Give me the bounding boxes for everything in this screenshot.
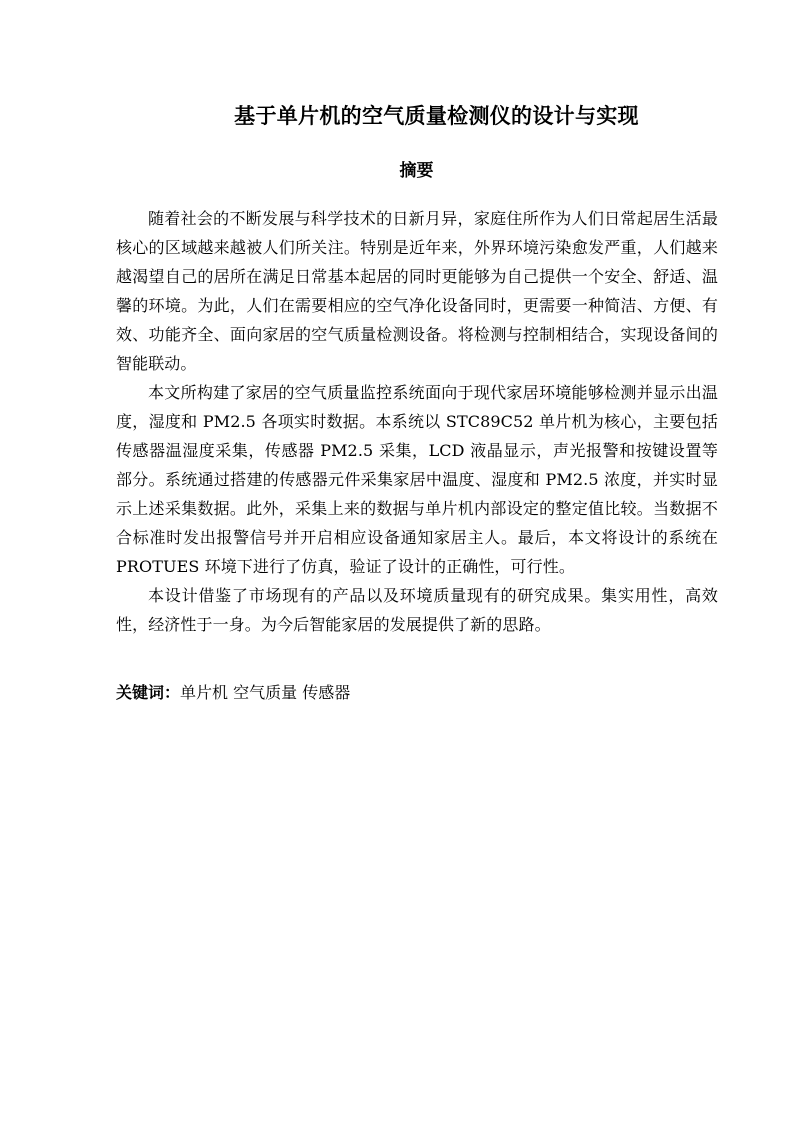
keywords-text: 单片机 空气质量 传感器: [180, 683, 351, 702]
abstract-heading: 摘要: [399, 161, 434, 181]
abstract-body: [116, 204, 718, 639]
abstract-paragraph-2: 本文所构建了家居的空气质量监控系统面向于现代家居环境能够检测并显示出温度，湿度和 PM2.5 各项实时数据。本系统以 STC89C52 单片机为核心，主要包括传感器温湿度采集，传感器 PM2.5 采集，LCD 液晶显示，声光报警和按键设置等部分。系统通过搭建的传感器元件采集家居中温度、湿度和 PM2.5 浓度，并实时显示上述采集数据。此外，采集上来的数据与单片机内部设定的整定值比较。当数据不合标准时发出报警信号并开启相应设备通知家居主人。最后，本文将设计的系统在 PROTUES 环境下进行了仿真，验证了设计的正确性，可行性。: [116, 383, 718, 576]
keywords-line: [116, 678, 718, 707]
abstract-paragraph-3: 本设计借鉴了市场现有的产品以及环境质量现有的研究成果。集实用性，高效性，经济性于一身。为今后智能家居的发展提供了新的思路。: [116, 586, 718, 634]
keywords-label: 关键词：: [116, 683, 181, 702]
abstract-paragraph-1: 随着社会的不断发展与科学技术的日新月异，家庭住所作为人们日常起居生活最核心的区域越来越被人们所关注。特别是近年来，外界环境污染愈发严重，人们越来越渴望自己的居所在满足日常基本起居的同时更能够为自己提供一个安全、舒适、温馨的环境。为此，人们在需要相应的空气净化设备同时，更需要一种简洁、方便、有效、功能齐全、面向家居的空气质量检测设备。将检测与控制相结合，实现设备间的智能联动。: [116, 209, 718, 373]
document-title: 基于单片机的空气质量检测仪的设计与实现: [234, 104, 639, 128]
